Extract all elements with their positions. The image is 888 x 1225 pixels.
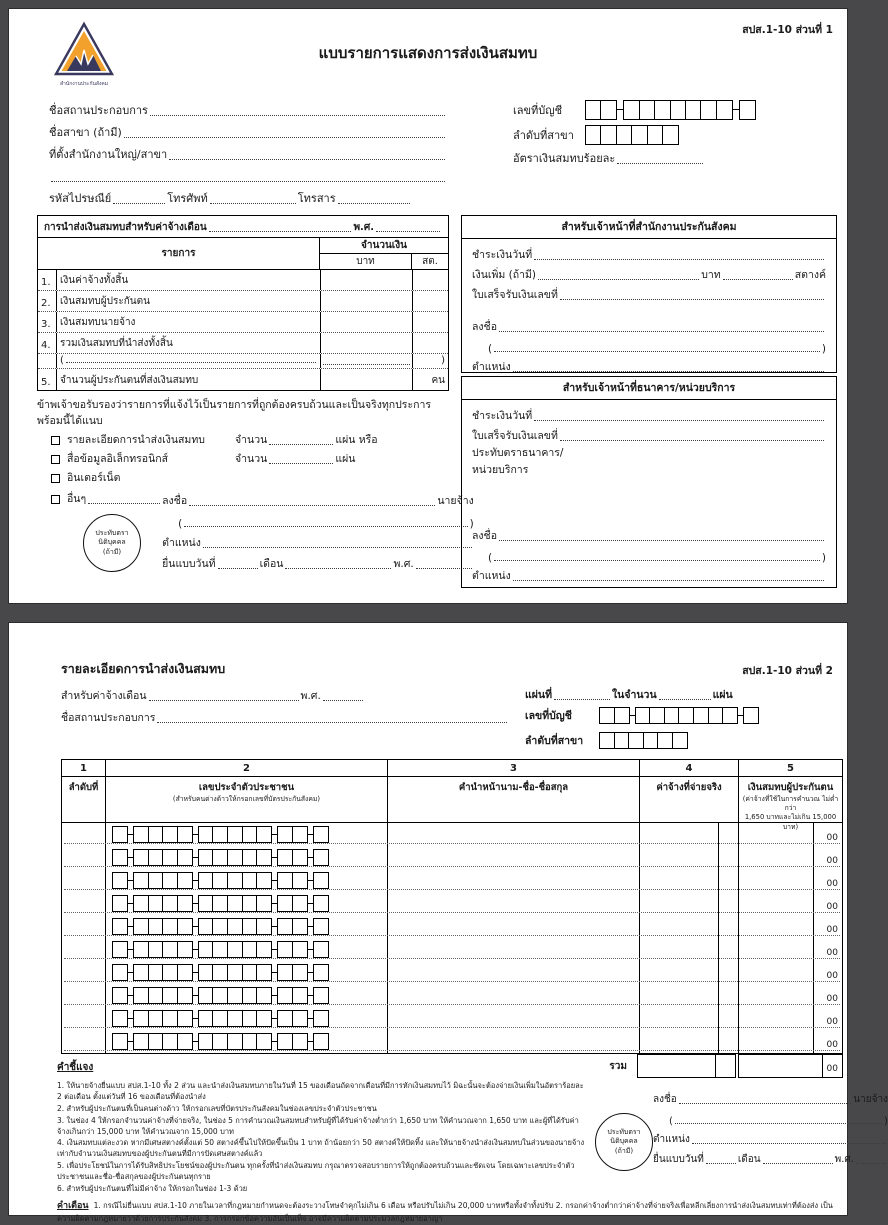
page2-right-fields [525,682,833,753]
row-contribution-cell [739,869,842,892]
checkbox-internet [51,474,60,483]
row-name-cell [388,892,640,915]
row-wage-cell [640,892,739,915]
row-id-cell [106,846,388,869]
notes-list [57,1081,595,1196]
row-name-cell [388,915,640,938]
amount-in-words-row: ( ) [38,354,448,369]
row-id-cell [106,1007,388,1030]
field-branch-name: ชื่อสาขา (ถ้ามี) [49,119,447,141]
row-wage-cell [640,846,739,869]
employer-signature-block [653,1087,888,1196]
satang-prefill: 00 [826,1017,838,1027]
row-contribution-cell [739,823,842,846]
row-seq-cell [62,915,106,938]
bank-payment-date-line: ชำระเงินวันที่ [472,404,826,424]
row-name-cell [388,846,640,869]
national-id-boxes [112,872,329,889]
col-wage-header: ค่าจ้างที่จ่ายจริง [656,782,722,793]
account-number-boxes [599,707,759,724]
row-wage-cell [640,823,739,846]
official-signature-line: ลงชื่อ [472,315,826,335]
employee-row [62,1030,842,1053]
column-number-header-row: 1 2 3 4 5 [62,760,842,777]
employee-row [62,846,842,869]
payment-date-line: ชำระเงินวันที่ [472,243,826,263]
row-name-cell [388,938,640,961]
row-id-cell [106,892,388,915]
row-seq-cell [62,938,106,961]
total-contribution-box [738,1054,843,1078]
bank-signature-line: ลงชื่อ [472,524,826,544]
position-line: ตำแหน่ง [162,530,474,551]
row-name-cell [388,984,640,1007]
attachment-option-other: อื่นๆ [37,488,162,507]
employer-signature-block [162,488,474,572]
juristic-seal-circle: ประทับตรา นิติบุคคล (ถ้ามี) [595,1113,653,1171]
contribution-summary-table [37,215,449,391]
signature-name-parens: ( ) [178,518,474,530]
employee-row [62,984,842,1007]
row-contribution-cell [739,1007,842,1030]
bank-official-box [461,376,837,588]
satang-prefill: 00 [826,902,838,912]
row-contribution-cell [739,846,842,869]
page2-left-fields [61,682,509,753]
table-row: 3. เงินสมทบนายจ้าง [38,312,448,333]
column-title-header-row [62,777,842,831]
satang-prefill: 00 [826,856,838,866]
submission-date-line: ยื่นแบบวันที่ เดือน พ.ศ. [653,1147,888,1167]
submission-date-line: ยื่นแบบวันที่ เดือน พ.ศ. [162,551,474,572]
national-id-boxes [112,964,329,981]
bank-name-parens: ( ) [488,552,826,564]
form-page-2 [8,622,888,1224]
satang-prefill: 00 [826,925,838,935]
row-seq-cell [62,961,106,984]
attachment-option-detail: รายละเอียดการนำส่งเงินสมทบ จำนวน แผ่น หรือ [37,429,449,448]
juristic-seal-circle: ประทับตรา นิติบุคคล (ถ้ามี) [83,514,141,572]
amount-satang-cell [412,312,448,332]
table-caption: การนำส่งเงินสมทบสำหรับค่าจ้างเดือน พ.ศ. [38,216,448,238]
note-item: 6. สำหรับผู้ประกันตนที่ไม่มีค่าจ้าง ให้กรอกในช่อง 1-3 ด้วย [57,1183,248,1193]
account-fields [447,97,831,207]
row-seq-cell [62,869,106,892]
sheet-number-line: แผ่นที่ ในจำนวน แผ่น [525,689,733,701]
amount-baht-cell [320,291,412,311]
amount-baht-cell [320,369,412,390]
row-contribution-cell [739,1030,842,1053]
row-id-cell [106,869,388,892]
col-amount-header: จำนวนเงิน [320,238,448,254]
satang-prefill: 00 [826,879,838,889]
bank-stamp-label-1: ประทับตราธนาคาร/ [472,447,564,459]
row-seq-cell [62,1030,106,1053]
col-id-subheader: (สำหรับคนต่างด้าวให้กรอกเลขที่บัตรประกันสังคม) [172,795,321,803]
bank-official-box-title: สำหรับเจ้าหน้าที่ธนาคาร/หน่วยบริการ [462,377,836,400]
note-item: 4. เงินสมทบแต่ละงวด หากมีเศษสตางค์ตั้งแต่ 50 สตางค์ขึ้นไปให้ปัดขึ้นเป็น 1 บาท ถ้าน้อยกว่า 50 สตางค์ให้ปัดทิ้ง และให้นายจ้างนำส่งเงินสมทบในส่วนของนายจ้างเท่ากับจำนวนเงินสมทบของผู้ประกันตนที่มีการปัดเศษสตางค์แล้ว [57,1138,585,1159]
table-row: 5. จำนวนผู้ประกันตนที่ส่งเงินสมทบ คน [38,369,448,390]
satang-prefill: 00 [826,948,838,958]
wage-month-line: สำหรับค่าจ้างเดือน พ.ศ. [61,682,509,704]
amount-baht-cell [320,312,412,332]
signature-line: ลงชื่อ นายจ้าง [653,1094,888,1105]
field-postcode-phone-fax: รหัสไปรษณีย์ โทรศัพท์ โทรสาร [49,185,447,207]
row-seq-cell [62,823,106,846]
sso-official-box-title: สำหรับเจ้าหน้าที่สำนักงานประกันสังคม [462,216,836,239]
employee-row [62,892,842,915]
note-item: 2. สำหรับผู้ประกันตนที่เป็นคนต่างด้าว ให้กรอกเลขที่บัตรประกันสังคมในช่องเลขประจำตัวประชาชน [57,1103,377,1113]
signature-name-parens: ( ) [669,1116,888,1127]
satang-prefill: 00 [826,833,838,843]
account-number-boxes [585,100,756,120]
col-satang-header: สต. [422,256,438,267]
branch-seq-boxes [585,125,679,145]
logo-caption: สำนักงานประกันสังคม [59,81,109,87]
note-item: 5. เพื่อประโยชน์ในการได้รับสิทธิประโยชน์ของผู้ประกันตน ทุกครั้งที่นำส่งเงินสมทบ กรุณาตรวจสอบรายการให้ถูกต้องครบถ้วนและชัดเจน โดยเฉพาะเลขประจำตัวประชาชนและชื่อ-ชื่อสกุลของผู้ประกันตนทุกราย [57,1161,575,1181]
row-seq-cell [62,892,106,915]
row-wage-cell [640,938,739,961]
attachment-option-internet: อินเตอร์เน็ต [37,467,449,486]
row-name-cell [388,961,640,984]
row-wage-cell [640,869,739,892]
row-contribution-cell [739,915,842,938]
row-contribution-cell [739,984,842,1007]
col-seq-header: ลำดับที่ [68,782,99,793]
row-wage-cell [640,1007,739,1030]
total-wage-box [637,1054,736,1078]
field-office-address: ที่ตั้งสำนักงานใหญ่/สาขา [49,141,447,163]
satang-prefill: 00 [826,1040,838,1050]
row-seq-cell [62,846,106,869]
page2-title: รายละเอียดการนำส่งเงินสมทบ [61,661,226,676]
col-baht-header: บาท [320,254,412,269]
national-id-boxes [112,941,329,958]
amount-satang-cell [412,270,448,290]
attachment-option-electronic: สื่อข้อมูลอิเล็กทรอนิกส์ จำนวน แผ่น [37,448,449,467]
table-header [38,238,448,270]
row-name-cell [388,823,640,846]
national-id-boxes [112,918,329,935]
employee-row [62,915,842,938]
national-id-boxes [112,1033,329,1050]
table-row: 2. เงินสมทบผู้ประกันตน [38,291,448,312]
col-contribution-subheader-2: 1,650 บาทและไม่เกิน 15,000 บาท) [744,813,837,831]
account-number-row: เลขที่บัญชี [513,97,831,122]
branch-seq-boxes [599,732,688,749]
note-item: 3. ในช่อง 4 ให้กรอกจำนวนค่าจ้างที่จ่ายจริง, ในช่อง 5 การคำนวณเงินสมทบสำหรับผู้ที่ได้รับค่าจ้างต่ำกว่า 1,650 บาท ให้คำนวณจาก 1,650 บาท และผู้ที่ได้รับค่าจ้างเกินกว่า 15,000 บาท ให้คำนวณจาก 15,000 บาท [57,1115,579,1136]
row-wage-cell [640,961,739,984]
certification-text: ข้าพเจ้าขอรับรองว่ารายการที่แจ้งไว้เป็นรายการที่ถูกต้องครบถ้วนและเป็นจริงทุกประการ พร้อมนี้ได้แนบ [37,399,431,427]
establishment-fields [49,97,447,207]
row-id-cell [106,1030,388,1053]
row-id-cell [106,984,388,1007]
signature-line: ลงชื่อ นายจ้าง [162,495,474,507]
col-id-header: เลขประจำตัวประชาชน [198,782,295,793]
employee-row [62,1007,842,1030]
employee-row [62,938,842,961]
row-id-cell [106,961,388,984]
row-contribution-cell [739,892,842,915]
bank-stamp-label-2: หน่วยบริการ [472,464,529,476]
receipt-number-line: ใบเสร็จรับเงินเลขที่ [472,283,826,303]
position-line: ตำแหน่ง [653,1127,888,1147]
col-name-header: คำนำหน้านาม-ชื่อ-ชื่อสกุล [458,782,569,793]
national-id-boxes [112,849,329,866]
page-title: แบบรายการแสดงการส่งเงินสมทบ [318,44,538,62]
amount-baht-cell [320,270,412,290]
row-id-cell [106,938,388,961]
satang-prefill: 00 [826,994,838,1004]
employee-row [62,823,842,846]
page2-account-number-row: เลขที่บัญชี [525,703,833,728]
national-id-boxes [112,895,329,912]
national-id-boxes [112,1010,329,1027]
field-address-continued [49,163,447,185]
row-wage-cell [640,915,739,938]
employee-detail-table [61,759,843,1054]
checkbox-other [51,495,60,504]
warning-paragraph: คำเตือน 1. กรณีไม่ยื่นแบบ สปส.1-10 ภายในเวลาที่กฎหมายกำหนดจะต้องระวางโทษจำคุกไม่เกิน 6 เดือน หรือปรับไม่เกิน 20,000 บาทหรือทั้งจำทั้งปรับ 2. กรอกค่าจ้างต่ำกว่าค่าจ้างที่จ่ายจริงเพื่อหลีกเลี่ยงการนำส่งเงินสมทบเท่าที่ต้องส่ง เป็นความผิดตามกฎหมายว่าด้วยการประกันสังคม 3. การกรอกข้อความอันเป็นเท็จ อาจมีความผิดตามประมวลกฎหมายอาญา [57,1200,833,1224]
amount-satang-cell [412,333,448,353]
notes-title: คำชี้แจง [57,1062,94,1073]
row-id-cell [106,823,388,846]
row-seq-cell [62,984,106,1007]
national-id-boxes [112,987,329,1004]
form-code-part1: สปส.1-10 ส่วนที่ 1 [742,24,833,36]
branch-seq-row: ลำดับที่สาขา [513,122,831,147]
bank-position-line: ตำแหน่ง [472,564,826,584]
sso-official-box [461,215,837,373]
amount-baht-cell [320,333,412,353]
total-row [57,1054,843,1078]
establishment-name-line: ชื่อสถานประกอบการ [61,704,509,726]
col-contribution-subheader-1: (ค่าจ้างที่ใช้ในการคำนวณ ไม่ต่ำกว่า [742,795,839,813]
amount-satang-cell [412,291,448,311]
form-page-1 [8,8,848,604]
note-item: 1. ให้นายจ้างยื่นแบบ สปส.1-10 ทั้ง 2 ส่วน และนำส่งเงินสมทบภายในวันที่ 15 ของเดือนถัดจากเดือนที่มีการหักเงินสมทบไว้ มิฉะนั้นจะต้องจ่ายเงินเพิ่มในอัตราร้อยละ 2 ต่อเดือน ตั้งแต่วันที่ 16 ของเดือนที่ต้องนำส่ง [57,1081,584,1101]
row-contribution-cell [739,961,842,984]
row-name-cell [388,1007,640,1030]
row-name-cell [388,1030,640,1053]
form-code-part2: สปส.1-10 ส่วนที่ 2 [742,665,833,677]
surcharge-line: เงินเพิ่ม (ถ้ามี) บาท สตางค์ [472,269,826,281]
row-id-cell [106,915,388,938]
contribution-rate-row: อัตราเงินสมทบร้อยละ [513,147,831,167]
employee-row [62,961,842,984]
employee-row [62,869,842,892]
row-contribution-cell [739,938,842,961]
table-row: 1. เงินค่าจ้างทั้งสิ้น [38,270,448,291]
total-label: รวม [609,1060,627,1072]
row-name-cell [388,869,640,892]
table-row: 4. รวมเงินสมทบที่นำส่งทั้งสิ้น [38,333,448,354]
total-satang-prefill: 00 [826,1064,838,1074]
row-seq-cell [62,1007,106,1030]
col-contribution-header: เงินสมทบผู้ประกันตน [747,782,834,793]
page2-branch-seq-row: ลำดับที่สาขา [525,728,833,753]
national-id-boxes [112,826,329,843]
field-establishment-name: ชื่อสถานประกอบการ [49,97,447,119]
official-position-line: ตำแหน่ง [472,355,826,375]
col-items-header: รายการ [38,238,320,269]
satang-prefill: 00 [826,971,838,981]
warning-title: คำเตือน [57,1200,89,1211]
checkbox-electronic-media [51,455,60,464]
row-wage-cell [640,984,739,1007]
row-wage-cell [640,1030,739,1053]
checkbox-detail-sheet [51,436,60,445]
official-name-parens: ( ) [488,343,826,355]
bank-receipt-number-line: ใบเสร็จรับเงินเลขที่ [472,424,826,444]
